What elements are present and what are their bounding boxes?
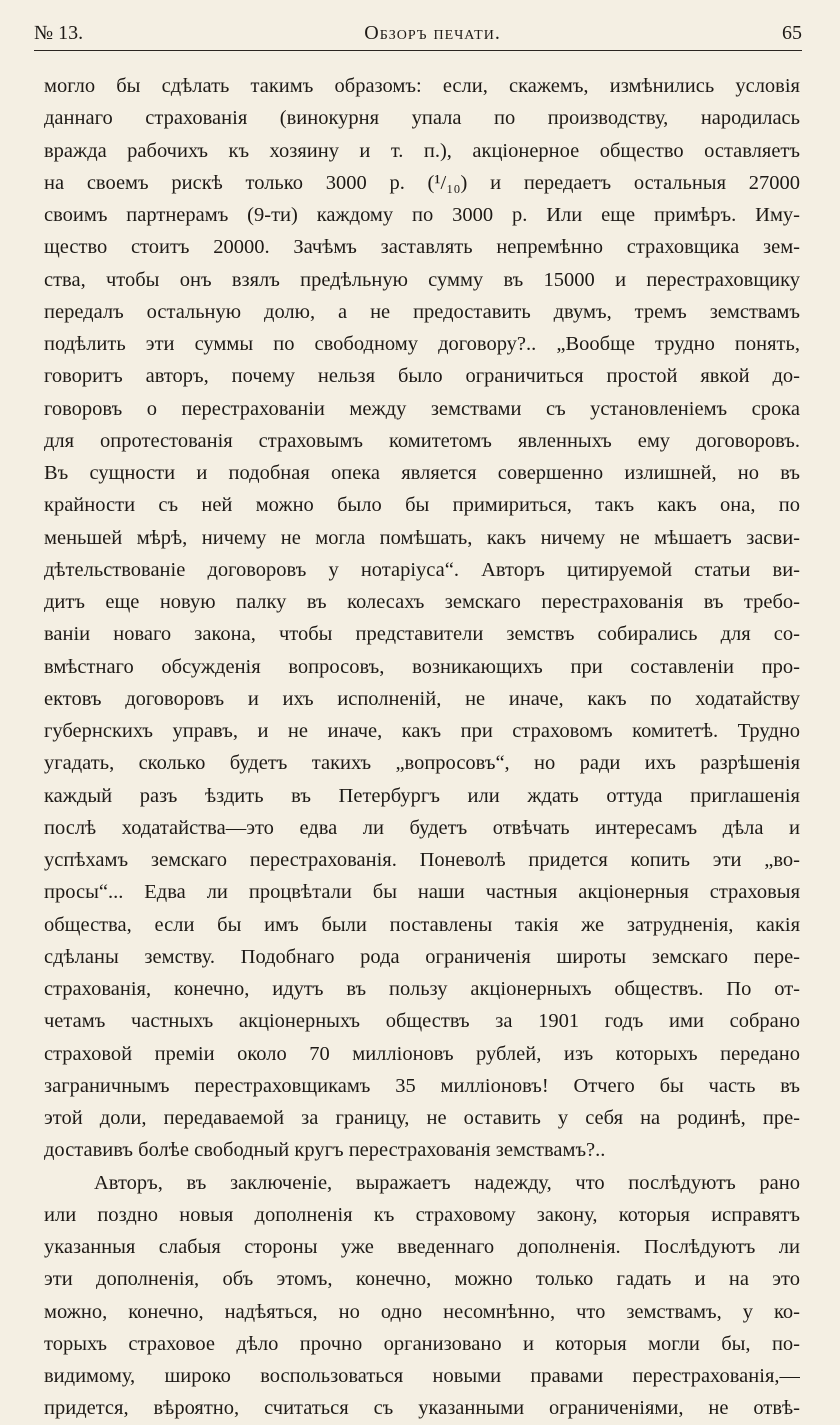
text-line: каждый разъ ѣздить въ Петербургъ или ждать оттуда приглашенія	[44, 784, 800, 807]
text-line: вражда рабочихъ къ хозяину и т. п.), акціонерное общество оставляетъ	[44, 139, 800, 162]
text-line: говоритъ авторъ, почему нельзя было ограничиться простой явкой до-	[44, 365, 800, 388]
text-line: эти дополненія, объ этомъ, конечно, можно только гадать и на это	[44, 1268, 800, 1291]
text-line: дѣтельствованіе договоровъ у нотаріуса“. Авторъ цитируемой статьи ви-	[44, 558, 800, 581]
text-line: этой доли, передаваемой за границу, не оставить у себя на родинѣ, пре-	[44, 1107, 800, 1129]
text-line: общества, если бы имъ были поставлены такія же затрудненія, какія	[44, 913, 800, 936]
text-line: крайности съ ней можно было бы примириться, такъ какъ она, по	[44, 494, 800, 517]
running-header	[34, 22, 802, 50]
section-title: Обзоръ печати.	[364, 22, 501, 44]
text-line: страховой преміи около 70 милліоновъ рублей, изъ которыхъ передано	[44, 1042, 800, 1065]
text-line: Въ сущности и подобная опека является совершенно излишней, но въ	[44, 462, 800, 484]
text-line: подѣлить эти суммы по свободному договору?.. „Вообще трудно понять,	[44, 333, 800, 355]
text-line: сдѣланы земству. Подобнаго рода ограниченія широты земскаго пере-	[44, 945, 800, 968]
text-line: можно, конечно, надѣяться, но одно несомнѣнно, что земствамъ, у ко-	[44, 1300, 800, 1323]
text-line: торыхъ страховое дѣло прочно организовано и которыя могли бы, по-	[44, 1332, 800, 1355]
text-line: ектовъ договоровъ и ихъ исполненій, не иначе, какъ по ходатайству	[44, 687, 800, 710]
header-rule	[34, 50, 802, 51]
text-line: вмѣстнаго обсужденія вопросовъ, возникающихъ при составленіи про-	[44, 655, 800, 678]
text-line: на своемъ рискѣ только 3000 р. (¹/₁₀) и передаетъ остальныя 27000	[44, 171, 800, 194]
text-line: могло бы сдѣлать такимъ образомъ: если, скажемъ, измѣнились условія	[44, 75, 800, 97]
text-line: губернскихъ управъ, и не иначе, какъ при страховомъ комитетѣ. Трудно	[44, 720, 800, 742]
text-line: или поздно новыя дополненія къ страховому закону, которыя исправятъ	[44, 1203, 800, 1226]
text-line: своимъ партнерамъ (9-ти) каждому по 3000 р. Или еще примѣръ. Иму-	[44, 204, 800, 226]
text-line: говоровъ о перестрахованіи между земствами съ установленіемъ срока	[44, 397, 800, 420]
text-line: ваніи новаго закона, чтобы представители земствъ собирались для со-	[44, 623, 800, 646]
text-line: указанныя слабыя стороны уже введеннаго дополненія. Послѣдуютъ ли	[44, 1236, 800, 1258]
text-line: видимому, широко воспользоваться новыми правами перестрахованія,—	[44, 1365, 800, 1387]
text-line: меньшей мѣрѣ, ничему не могла помѣшать, какъ ничему не мѣшаетъ засви-	[44, 526, 800, 549]
text-line: четамъ частныхъ акціонерныхъ обществъ за 1901 годъ ими собрано	[44, 1010, 800, 1033]
text-line: доставивъ болѣе свободный кругъ перестрахованія земствамъ?..	[44, 1139, 606, 1162]
text-line: угадать, сколько будетъ такихъ „вопросовъ“, но ради ихъ разрѣшенія	[44, 752, 800, 775]
text-line: заграничнымъ перестраховщикамъ 35 милліоновъ! Отчего бы часть въ	[44, 1074, 800, 1097]
text-line: Авторъ, въ заключеніе, выражаетъ надежду, что послѣдуютъ рано	[94, 1171, 800, 1194]
text-line: страхованія, конечно, идутъ въ пользу акціонерныхъ обществъ. По от-	[44, 978, 800, 1000]
text-line: придется, вѣроятно, считаться съ указанными ограниченіями, не отвѣ-	[44, 1397, 800, 1420]
text-line: ства, чтобы онъ взялъ предѣльную сумму въ 15000 и перестраховщику	[44, 268, 800, 291]
issue-number: № 13.	[34, 22, 84, 44]
text-line: для опротестованія страховымъ комитетомъ явленныхъ ему договоровъ.	[44, 429, 800, 452]
text-line: даннаго страхованія (винокурня упала по производству, народилась	[44, 107, 800, 130]
text-body	[44, 70, 800, 1425]
text-line: послѣ ходатайства—это едва ли будетъ отвѣчать интересамъ дѣла и	[44, 816, 800, 839]
page-number: 65	[782, 22, 802, 44]
text-line: дитъ еще новую палку въ колесахъ земскаго перестрахованія въ требо-	[44, 591, 800, 613]
text-line: просы“... Едва ли процвѣтали бы наши частныя акціонерныя страховыя	[44, 881, 800, 904]
text-line: успѣхамъ земскаго перестрахованія. Поневолѣ придется копить эти „во-	[44, 849, 800, 871]
text-line: передалъ остальную долю, а не предоставить двумъ, тремъ земствамъ	[44, 300, 800, 323]
text-line: щество стоитъ 20000. Зачѣмъ заставлять непремѣнно страховщика зем-	[44, 236, 800, 259]
